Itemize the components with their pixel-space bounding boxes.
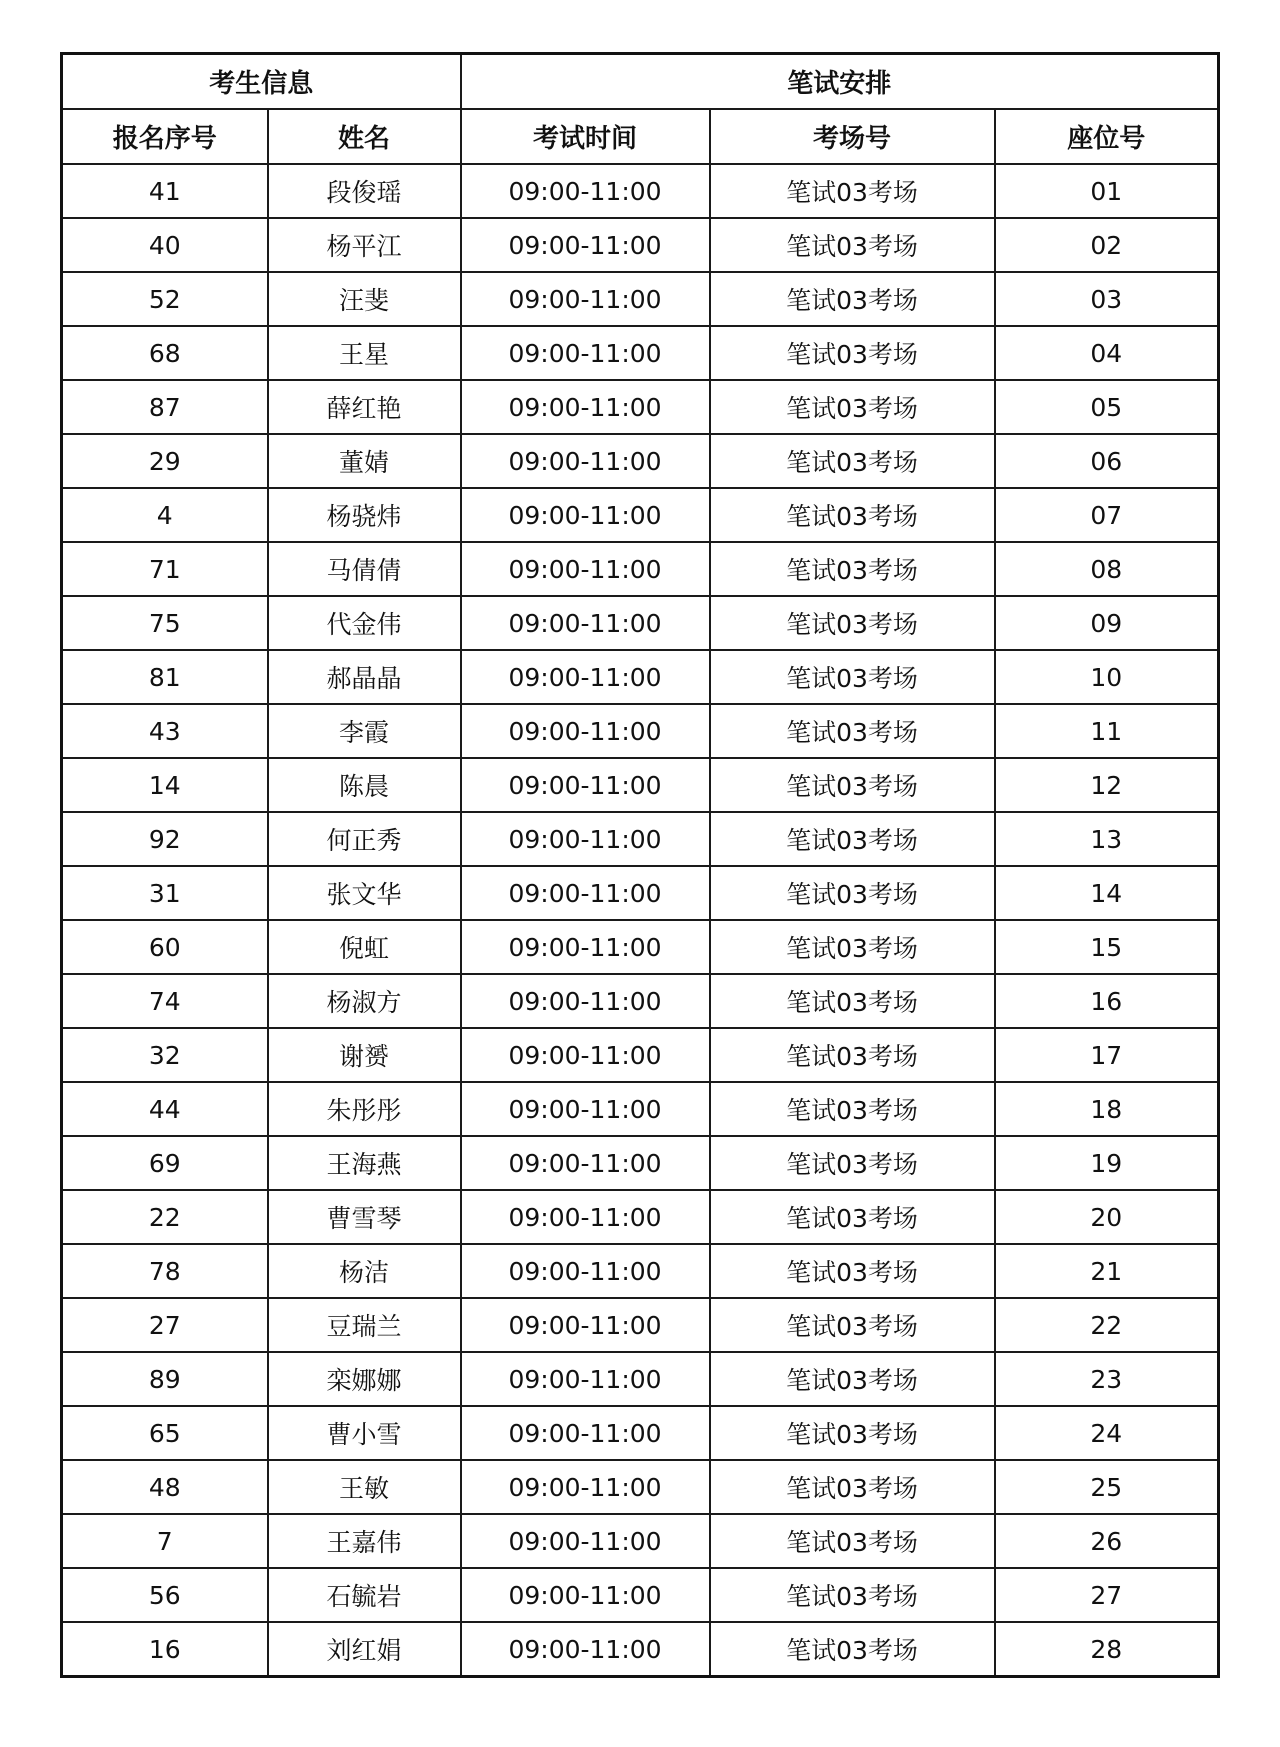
- cell-seat-no: 08: [995, 542, 1219, 596]
- cell-exam-room: 笔试03考场: [710, 920, 995, 974]
- table-row: [62, 1028, 1219, 1082]
- cell-seat-no: 10: [995, 650, 1219, 704]
- cell-name: 曹雪琴: [268, 1190, 461, 1244]
- cell-exam-time: 09:00-11:00: [461, 758, 710, 812]
- cell-registration-no: 56: [62, 1568, 268, 1622]
- cell-registration-no: 27: [62, 1298, 268, 1352]
- cell-seat-no: 04: [995, 326, 1219, 380]
- cell-name: 石毓岩: [268, 1568, 461, 1622]
- cell-seat-no: 09: [995, 596, 1219, 650]
- cell-registration-no: 92: [62, 812, 268, 866]
- cell-exam-room: 笔试03考场: [710, 1352, 995, 1406]
- cell-registration-no: 75: [62, 596, 268, 650]
- cell-registration-no: 65: [62, 1406, 268, 1460]
- cell-exam-time: 09:00-11:00: [461, 272, 710, 326]
- cell-exam-room: 笔试03考场: [710, 164, 995, 218]
- cell-name: 郝晶晶: [268, 650, 461, 704]
- cell-name: 杨淑方: [268, 974, 461, 1028]
- cell-exam-time: 09:00-11:00: [461, 1460, 710, 1514]
- table-row: [62, 1568, 1219, 1622]
- cell-name: 张文华: [268, 866, 461, 920]
- cell-seat-no: 21: [995, 1244, 1219, 1298]
- cell-exam-room: 笔试03考场: [710, 866, 995, 920]
- cell-registration-no: 74: [62, 974, 268, 1028]
- cell-exam-room: 笔试03考场: [710, 758, 995, 812]
- cell-exam-room: 笔试03考场: [710, 218, 995, 272]
- table-row: [62, 920, 1219, 974]
- table-row: [62, 218, 1219, 272]
- column-header-exam-room: 考场号: [710, 109, 995, 164]
- cell-exam-room: 笔试03考场: [710, 1622, 995, 1677]
- cell-registration-no: 69: [62, 1136, 268, 1190]
- table-row: [62, 974, 1219, 1028]
- cell-name: 李霞: [268, 704, 461, 758]
- cell-seat-no: 12: [995, 758, 1219, 812]
- cell-registration-no: 14: [62, 758, 268, 812]
- cell-name: 杨洁: [268, 1244, 461, 1298]
- cell-registration-no: 32: [62, 1028, 268, 1082]
- cell-name: 倪虹: [268, 920, 461, 974]
- cell-exam-time: 09:00-11:00: [461, 1298, 710, 1352]
- cell-exam-time: 09:00-11:00: [461, 434, 710, 488]
- table-row: [62, 1514, 1219, 1568]
- cell-seat-no: 06: [995, 434, 1219, 488]
- table-row: [62, 704, 1219, 758]
- cell-seat-no: 13: [995, 812, 1219, 866]
- cell-exam-room: 笔试03考场: [710, 488, 995, 542]
- cell-seat-no: 18: [995, 1082, 1219, 1136]
- cell-seat-no: 14: [995, 866, 1219, 920]
- cell-registration-no: 68: [62, 326, 268, 380]
- cell-exam-room: 笔试03考场: [710, 1244, 995, 1298]
- table-row: [62, 1298, 1219, 1352]
- cell-name: 王海燕: [268, 1136, 461, 1190]
- cell-registration-no: 40: [62, 218, 268, 272]
- cell-name: 王敏: [268, 1460, 461, 1514]
- cell-exam-time: 09:00-11:00: [461, 488, 710, 542]
- cell-seat-no: 16: [995, 974, 1219, 1028]
- cell-name: 马倩倩: [268, 542, 461, 596]
- cell-exam-time: 09:00-11:00: [461, 1568, 710, 1622]
- cell-seat-no: 05: [995, 380, 1219, 434]
- cell-name: 董婧: [268, 434, 461, 488]
- cell-exam-room: 笔试03考场: [710, 542, 995, 596]
- cell-name: 段俊瑶: [268, 164, 461, 218]
- cell-exam-time: 09:00-11:00: [461, 1514, 710, 1568]
- cell-exam-room: 笔试03考场: [710, 380, 995, 434]
- cell-name: 王嘉伟: [268, 1514, 461, 1568]
- cell-exam-room: 笔试03考场: [710, 434, 995, 488]
- cell-name: 刘红娟: [268, 1622, 461, 1677]
- column-header-registration-no: 报名序号: [62, 109, 268, 164]
- cell-seat-no: 17: [995, 1028, 1219, 1082]
- cell-name: 薛红艳: [268, 380, 461, 434]
- cell-seat-no: 28: [995, 1622, 1219, 1677]
- cell-name: 代金伟: [268, 596, 461, 650]
- table-row: [62, 1622, 1219, 1677]
- cell-name: 何正秀: [268, 812, 461, 866]
- table-body: [62, 164, 1219, 1677]
- cell-seat-no: 20: [995, 1190, 1219, 1244]
- cell-exam-time: 09:00-11:00: [461, 704, 710, 758]
- cell-exam-room: 笔试03考场: [710, 812, 995, 866]
- cell-exam-time: 09:00-11:00: [461, 1244, 710, 1298]
- cell-seat-no: 19: [995, 1136, 1219, 1190]
- cell-exam-room: 笔试03考场: [710, 1514, 995, 1568]
- cell-name: 陈晨: [268, 758, 461, 812]
- cell-seat-no: 11: [995, 704, 1219, 758]
- cell-registration-no: 78: [62, 1244, 268, 1298]
- cell-registration-no: 7: [62, 1514, 268, 1568]
- cell-seat-no: 23: [995, 1352, 1219, 1406]
- cell-exam-time: 09:00-11:00: [461, 866, 710, 920]
- table-row: [62, 326, 1219, 380]
- table-row: [62, 866, 1219, 920]
- cell-exam-room: 笔试03考场: [710, 1028, 995, 1082]
- table-row: [62, 1190, 1219, 1244]
- cell-seat-no: 07: [995, 488, 1219, 542]
- table-row: [62, 650, 1219, 704]
- column-header-seat-no: 座位号: [995, 109, 1219, 164]
- cell-exam-room: 笔试03考场: [710, 326, 995, 380]
- cell-exam-room: 笔试03考场: [710, 650, 995, 704]
- cell-name: 栾娜娜: [268, 1352, 461, 1406]
- cell-exam-time: 09:00-11:00: [461, 596, 710, 650]
- table-row: [62, 758, 1219, 812]
- table-row: [62, 542, 1219, 596]
- table-row: [62, 434, 1219, 488]
- table-row: [62, 1082, 1219, 1136]
- cell-exam-time: 09:00-11:00: [461, 1028, 710, 1082]
- cell-exam-room: 笔试03考场: [710, 1082, 995, 1136]
- cell-seat-no: 01: [995, 164, 1219, 218]
- cell-exam-room: 笔试03考场: [710, 272, 995, 326]
- cell-exam-room: 笔试03考场: [710, 1136, 995, 1190]
- cell-exam-time: 09:00-11:00: [461, 380, 710, 434]
- cell-exam-time: 09:00-11:00: [461, 1190, 710, 1244]
- cell-registration-no: 43: [62, 704, 268, 758]
- cell-seat-no: 03: [995, 272, 1219, 326]
- table-row: [62, 1136, 1219, 1190]
- table-row: [62, 1460, 1219, 1514]
- cell-name: 汪斐: [268, 272, 461, 326]
- cell-exam-time: 09:00-11:00: [461, 326, 710, 380]
- cell-exam-time: 09:00-11:00: [461, 920, 710, 974]
- cell-registration-no: 41: [62, 164, 268, 218]
- cell-exam-room: 笔试03考场: [710, 974, 995, 1028]
- cell-exam-time: 09:00-11:00: [461, 218, 710, 272]
- cell-registration-no: 22: [62, 1190, 268, 1244]
- cell-exam-room: 笔试03考场: [710, 1190, 995, 1244]
- cell-name: 曹小雪: [268, 1406, 461, 1460]
- cell-name: 杨骁炜: [268, 488, 461, 542]
- cell-exam-room: 笔试03考场: [710, 1568, 995, 1622]
- cell-registration-no: 48: [62, 1460, 268, 1514]
- cell-registration-no: 89: [62, 1352, 268, 1406]
- cell-exam-time: 09:00-11:00: [461, 1136, 710, 1190]
- cell-exam-room: 笔试03考场: [710, 1460, 995, 1514]
- cell-name: 朱彤彤: [268, 1082, 461, 1136]
- exam-seating-table: [60, 52, 1220, 1678]
- cell-name: 谢赟: [268, 1028, 461, 1082]
- cell-name: 豆瑞兰: [268, 1298, 461, 1352]
- table-row: [62, 1244, 1219, 1298]
- group-header-row: [62, 54, 1219, 110]
- cell-registration-no: 29: [62, 434, 268, 488]
- table-row: [62, 488, 1219, 542]
- cell-seat-no: 24: [995, 1406, 1219, 1460]
- cell-registration-no: 16: [62, 1622, 268, 1677]
- table-row: [62, 380, 1219, 434]
- column-header-exam-time: 考试时间: [461, 109, 710, 164]
- cell-exam-time: 09:00-11:00: [461, 974, 710, 1028]
- cell-seat-no: 27: [995, 1568, 1219, 1622]
- cell-exam-time: 09:00-11:00: [461, 164, 710, 218]
- cell-exam-room: 笔试03考场: [710, 1406, 995, 1460]
- cell-exam-time: 09:00-11:00: [461, 812, 710, 866]
- table-row: [62, 1406, 1219, 1460]
- cell-name: 王星: [268, 326, 461, 380]
- table-header: [62, 54, 1219, 165]
- cell-registration-no: 81: [62, 650, 268, 704]
- cell-seat-no: 15: [995, 920, 1219, 974]
- table-row: [62, 164, 1219, 218]
- cell-exam-time: 09:00-11:00: [461, 1352, 710, 1406]
- group-header-written-exam: 笔试安排: [461, 54, 1219, 110]
- cell-registration-no: 44: [62, 1082, 268, 1136]
- cell-exam-time: 09:00-11:00: [461, 1622, 710, 1677]
- cell-exam-time: 09:00-11:00: [461, 1082, 710, 1136]
- cell-exam-time: 09:00-11:00: [461, 1406, 710, 1460]
- cell-registration-no: 31: [62, 866, 268, 920]
- cell-exam-room: 笔试03考场: [710, 596, 995, 650]
- cell-seat-no: 25: [995, 1460, 1219, 1514]
- group-header-candidate-info: 考生信息: [62, 54, 461, 110]
- column-header-name: 姓名: [268, 109, 461, 164]
- table-row: [62, 1352, 1219, 1406]
- cell-registration-no: 71: [62, 542, 268, 596]
- cell-registration-no: 52: [62, 272, 268, 326]
- cell-seat-no: 22: [995, 1298, 1219, 1352]
- cell-exam-time: 09:00-11:00: [461, 650, 710, 704]
- cell-registration-no: 60: [62, 920, 268, 974]
- cell-seat-no: 26: [995, 1514, 1219, 1568]
- table-row: [62, 596, 1219, 650]
- cell-exam-time: 09:00-11:00: [461, 542, 710, 596]
- cell-exam-room: 笔试03考场: [710, 704, 995, 758]
- cell-name: 杨平江: [268, 218, 461, 272]
- column-header-row: [62, 109, 1219, 164]
- cell-registration-no: 4: [62, 488, 268, 542]
- table-row: [62, 812, 1219, 866]
- cell-registration-no: 87: [62, 380, 268, 434]
- table-row: [62, 272, 1219, 326]
- cell-seat-no: 02: [995, 218, 1219, 272]
- cell-exam-room: 笔试03考场: [710, 1298, 995, 1352]
